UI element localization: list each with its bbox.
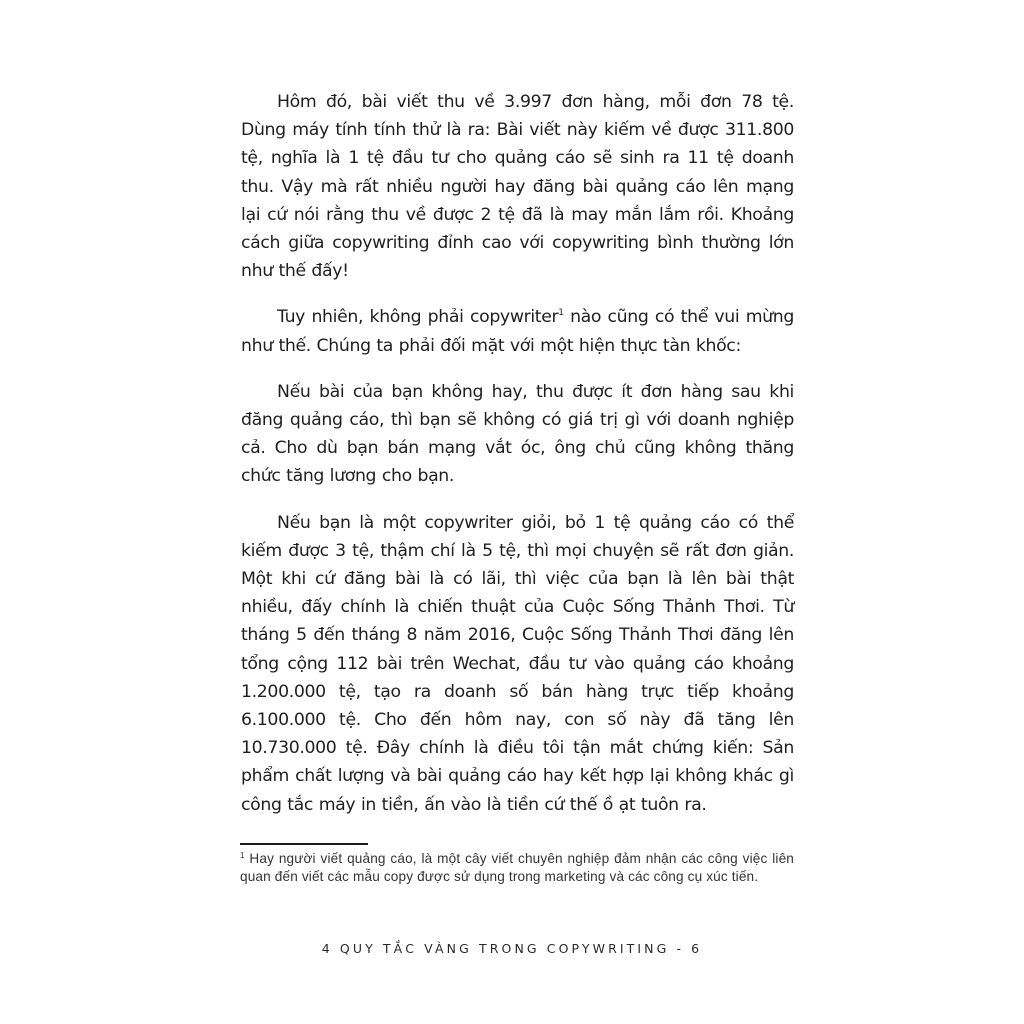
paragraph-2-text-after: nào cũng có thể vui mừng như thế. Chúng ta phải đối mặt với một hiện thực tàn khốc: xyxy=(241,307,795,356)
footnote-reference: 1 xyxy=(558,308,564,319)
footnote-text xyxy=(240,850,794,886)
paragraph-2 xyxy=(241,303,794,359)
page-body xyxy=(241,88,794,837)
footnote-divider xyxy=(240,843,368,845)
running-footer: 4 QUY TẮC VÀNG TRONG COPYWRITING - 6 xyxy=(321,941,703,956)
paragraph-1: Hôm đó, bài viết thu về 3.997 đơn hàng, mỗi đơn 78 tệ. Dùng máy tính tính thử là ra: Bài viết này kiếm về được 311.800 tệ, nghĩa là 1 tệ đầu tư cho quảng cáo sẽ sinh ra 11 tệ doanh thu. Vậy mà rất nhiều người hay đăng bài quảng cáo lên mạng lại cứ nói rằng thu về được 2 tệ đã là may mắn lắm rồi. Khoảng cách giữa copywriting đỉnh cao với copywriting bình thường lớn như thế đấy! xyxy=(241,92,794,282)
footnote-body: Hay người viết quảng cáo, là một cây viết chuyên nghiệp đảm nhận các công việc liên quan đến viết các mẫu copy được sử dụng trong marketing và các công cụ xúc tiến. xyxy=(240,851,794,884)
footnote-marker: 1 xyxy=(240,851,245,860)
paragraph-2-text-before: Tuy nhiên, không phải copywriter xyxy=(277,307,559,328)
paragraph-4: Nếu bạn là một copywriter giỏi, bỏ 1 tệ quảng cáo có thể kiếm được 3 tệ, thậm chí là 5 tệ, thì mọi chuyện sẽ rất đơn giản. Một khi cứ đăng bài là có lãi, thì việc của bạn là lên bài thật nhiều, đấy chính là chiến thuật của Cuộc Sống Thảnh Thơi. Từ tháng 5 đến tháng 8 năm 2016, Cuộc Sống Thảnh Thơi đăng lên tổng cộng 112 bài trên Wechat, đầu tư vào quảng cáo khoảng 1.200.000 tệ, tạo ra doanh số bán hàng trực tiếp khoảng 6.100.000 tệ. Cho đến hôm nay, con số này đã tăng lên 10.730.000 tệ. Đây chính là điều tôi tận mắt chứng kiến: Sản phẩm chất lượng và bài quảng cáo hay kết hợp lại không khác gì công tắc máy in tiền, ấn vào là tiền cứ thế ồ ạt tuôn ra. xyxy=(241,512,794,815)
footnote-area xyxy=(240,843,794,886)
paragraph-3: Nếu bài của bạn không hay, thu được ít đơn hàng sau khi đăng quảng cáo, thì bạn sẽ không có giá trị gì với doanh nghiệp cả. Cho dù bạn bán mạng vắt óc, ông chủ cũng không thăng chức tăng lương cho bạn. xyxy=(241,381,794,487)
